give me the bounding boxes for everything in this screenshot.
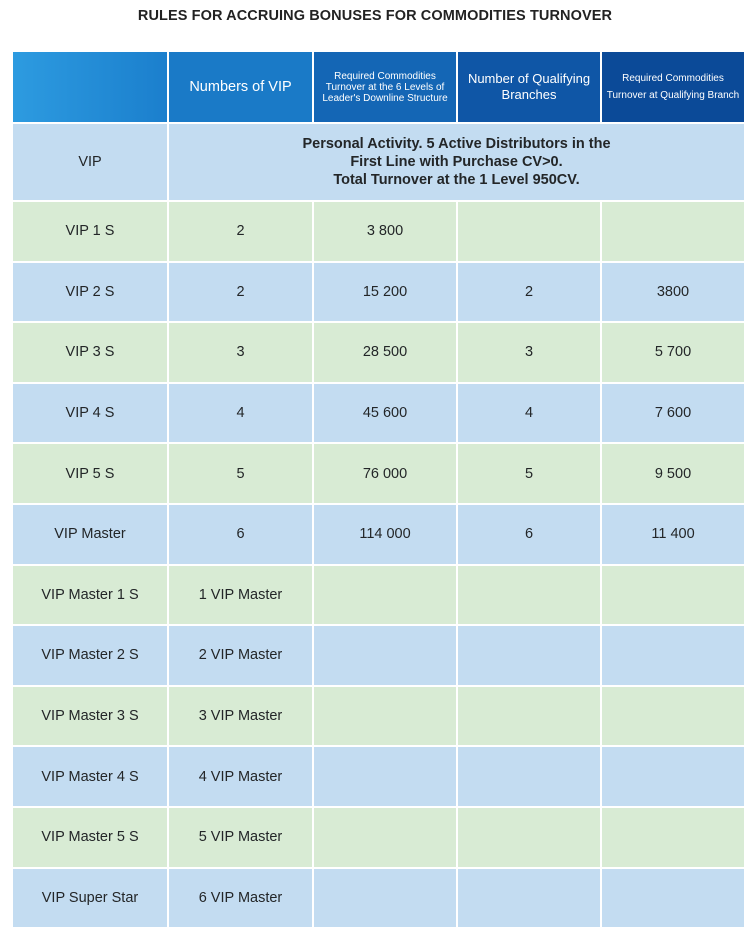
- turnover-cell: 15 200: [313, 262, 457, 323]
- vip-note-line: First Line with Purchase CV>0.: [350, 154, 563, 170]
- level-cell: VIP 3 S: [12, 322, 168, 383]
- branches-cell: [457, 868, 601, 929]
- branch-turnover-cell: 11 400: [601, 504, 745, 565]
- table-row: [12, 201, 745, 262]
- vip-count-cell: 2: [168, 262, 313, 323]
- header-required-turnover: Required Commodities Turnover at the 6 Levels of Leader's Downline Structure: [313, 51, 457, 123]
- table-row: [12, 443, 745, 504]
- page-title: RULES FOR ACCRUING BONUSES FOR COMMODITIES TURNOVER: [137, 8, 613, 24]
- branch-turnover-cell: 3800: [601, 262, 745, 323]
- turnover-cell: 45 600: [313, 383, 457, 444]
- turnover-cell: 3 800: [313, 201, 457, 262]
- vip-note-line: Total Turnover at the 1 Level 950CV.: [333, 172, 580, 188]
- branches-cell: 6: [457, 504, 601, 565]
- branches-cell: [457, 625, 601, 686]
- vip-note: [168, 123, 745, 201]
- vip-count-cell: 4: [168, 383, 313, 444]
- table-row: [12, 322, 745, 383]
- branch-turnover-cell: [601, 746, 745, 807]
- branch-turnover-cell: 7 600: [601, 383, 745, 444]
- branches-cell: [457, 686, 601, 747]
- branch-turnover-cell: 5 700: [601, 322, 745, 383]
- vip-note-line: Personal Activity. 5 Active Distributors in the: [302, 136, 611, 152]
- bonus-table: [11, 50, 746, 929]
- level-cell: VIP 4 S: [12, 383, 168, 444]
- level-cell: VIP Master 4 S: [12, 746, 168, 807]
- turnover-cell: [313, 625, 457, 686]
- level-cell: VIP 2 S: [12, 262, 168, 323]
- level-cell: VIP Super Star: [12, 868, 168, 929]
- branch-turnover-cell: [601, 201, 745, 262]
- vip-count-cell: 4 VIP Master: [168, 746, 313, 807]
- turnover-cell: [313, 807, 457, 868]
- turnover-cell: 114 000: [313, 504, 457, 565]
- level-cell: VIP Master 1 S: [12, 565, 168, 626]
- table-row: [12, 504, 745, 565]
- vip-count-cell: 2: [168, 201, 313, 262]
- vip-count-cell: 6: [168, 504, 313, 565]
- level-cell: VIP 5 S: [12, 443, 168, 504]
- vip-count-cell: 2 VIP Master: [168, 625, 313, 686]
- branches-cell: [457, 746, 601, 807]
- vip-count-cell: 1 VIP Master: [168, 565, 313, 626]
- vip-count-cell: 5 VIP Master: [168, 807, 313, 868]
- vip-count-cell: 5: [168, 443, 313, 504]
- table-row: [12, 625, 745, 686]
- branches-cell: 2: [457, 262, 601, 323]
- table-row: [12, 383, 745, 444]
- branches-cell: 4: [457, 383, 601, 444]
- turnover-cell: 76 000: [313, 443, 457, 504]
- table-row: [12, 565, 745, 626]
- branches-cell: [457, 807, 601, 868]
- level-cell: VIP: [12, 123, 168, 201]
- level-cell: VIP Master: [12, 504, 168, 565]
- branch-turnover-cell: [601, 686, 745, 747]
- branch-turnover-cell: 9 500: [601, 443, 745, 504]
- branch-turnover-cell: [601, 868, 745, 929]
- table-row: [12, 807, 745, 868]
- table-row: [12, 686, 745, 747]
- turnover-cell: [313, 868, 457, 929]
- table-row: [12, 746, 745, 807]
- branches-cell: 5: [457, 443, 601, 504]
- branch-turnover-cell: [601, 807, 745, 868]
- turnover-cell: [313, 565, 457, 626]
- level-cell: VIP 1 S: [12, 201, 168, 262]
- header-row: [12, 51, 745, 123]
- table-row: [12, 262, 745, 323]
- branches-cell: [457, 201, 601, 262]
- header-numbers-of-vip: Numbers of VIP: [168, 51, 313, 123]
- branches-cell: 3: [457, 322, 601, 383]
- level-cell: VIP Master 2 S: [12, 625, 168, 686]
- turnover-cell: [313, 686, 457, 747]
- table-row-vip: [12, 123, 745, 201]
- header-branch-turnover: Required Commodities Turnover at Qualifying Branch: [601, 51, 745, 123]
- vip-count-cell: 6 VIP Master: [168, 868, 313, 929]
- table-row: [12, 868, 745, 929]
- branch-turnover-cell: [601, 625, 745, 686]
- level-cell: VIP Master 5 S: [12, 807, 168, 868]
- header-level: [12, 51, 168, 123]
- level-cell: VIP Master 3 S: [12, 686, 168, 747]
- vip-count-cell: 3 VIP Master: [168, 686, 313, 747]
- branches-cell: [457, 565, 601, 626]
- header-qualifying-branches: Number of Qualifying Branches: [457, 51, 601, 123]
- vip-count-cell: 3: [168, 322, 313, 383]
- turnover-cell: 28 500: [313, 322, 457, 383]
- turnover-cell: [313, 746, 457, 807]
- branch-turnover-cell: [601, 565, 745, 626]
